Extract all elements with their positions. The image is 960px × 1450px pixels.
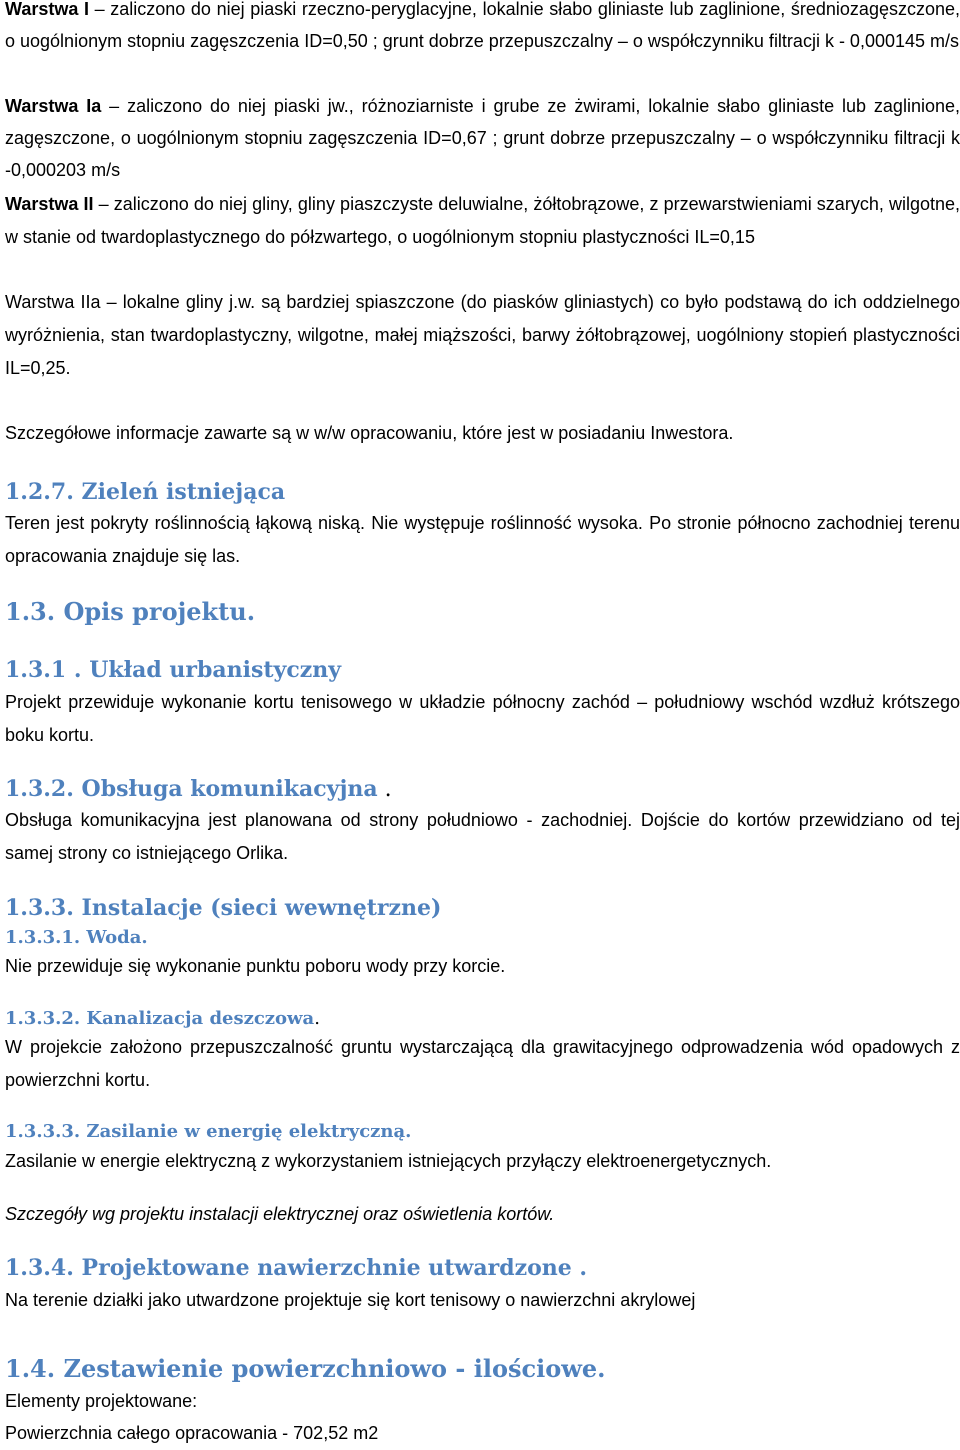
- heading-1-3-1: 1.3.1 . Układ urbanistyczny: [5, 657, 341, 683]
- heading-1-3-2-dot: .: [377, 777, 392, 802]
- paragraph-1-4-total: Powierzchnia całego opracowania - 702,52 m2: [5, 1423, 379, 1443]
- layer-1a-paragraph: [5, 90, 960, 186]
- heading-1-2-7: 1.2.7. Zieleń istniejąca: [5, 479, 286, 505]
- paragraph-1-3-3-3: Zasilanie w energie elektryczną z wykorzystaniem istniejących przyłączy elektroenergetycznych.: [5, 1151, 772, 1171]
- layer-2-paragraph: [5, 188, 960, 254]
- heading-1-3-2-title: 1.3.2. Obsługa komunikacyjna: [5, 776, 378, 802]
- paragraph-1-3-3-1: Nie przewiduje się wykonanie punktu poboru wody przy korcie.: [5, 956, 506, 976]
- heading-1-3-3-2-title: 1.3.3.2. Kanalizacja deszczowa: [5, 1008, 315, 1029]
- heading-1-3-3-2-dot: .: [314, 1008, 320, 1029]
- paragraph-1-3-2: Obsługa komunikacyjna jest planowana od strony południowo - zachodniej. Dojście do kortów przewidziano od tej samej strony co istniejącego Orlika.: [5, 810, 960, 863]
- info-paragraph: Szczegółowe informacje zawarte są w w/w opracowaniu, które jest w posiadaniu Inwestora.: [5, 423, 734, 443]
- layer-1a-text: – zaliczono do niej piaski jw., różnoziarniste i grube ze żwirami, lokalnie słabo gliniaste lub zaglinione, zagęszczone, o uogólnionym stopniu zagęszczenia ID=0,67 ; grunt dobrze przepuszczalny – o współczynniku filtracji k -0,000203 m/s: [5, 96, 960, 180]
- heading-1-3-3: 1.3.3. Instalacje (sieci wewnętrzne): [5, 895, 442, 921]
- paragraph-1-2-7: Teren jest pokryty roślinnością łąkową niską. Nie występuje roślinność wysoka. Po stronie północno zachodniej terenu opracowania znajduje się las.: [5, 513, 960, 566]
- paragraph-1-4-sub: Elementy projektowane:: [5, 1391, 198, 1411]
- heading-1-3-3-3: 1.3.3.3. Zasilanie w energię elektryczną.: [5, 1121, 412, 1142]
- layer-2-label: Warstwa II: [5, 194, 94, 214]
- heading-1-3-4: 1.3.4. Projektowane nawierzchnie utwardzone .: [5, 1255, 588, 1281]
- layer-1-paragraph: [5, 0, 960, 57]
- layer-1a-label: Warstwa Ia: [5, 96, 102, 116]
- heading-1-3-3-1: 1.3.3.1. Woda.: [5, 927, 148, 948]
- paragraph-1-3-4: Na terenie działki jako utwardzone projektuje się kort tenisowy o nawierzchni akrylowej: [5, 1290, 696, 1310]
- layer-1-label: Warstwa I: [5, 0, 89, 19]
- layer-2a-paragraph: Warstwa IIa – lokalne gliny j.w. są bardziej spiaszczone (do piasków gliniastych) co było podstawą do ich oddzielnego wyróżnienia, stan twardoplastyczny, wilgotne, małej miąższości, barwy żółtobrązowej, uogólniony stopień plastyczności IL=0,25.: [5, 292, 960, 378]
- heading-1-3-2: [5, 776, 392, 802]
- heading-1-4: 1.4. Zestawienie powierzchniowo - ilościowe.: [5, 1354, 606, 1383]
- heading-1-3-3-2: [5, 1008, 320, 1029]
- layer-2-text: – zaliczono do niej gliny, gliny piaszczyste deluwialne, żółtobrązowe, z przewarstwieniami szarych, wilgotne, w stanie od twardoplastycznego do półzwartego, o uogólnionym stopniu plastyczności IL=0,15: [5, 194, 960, 247]
- note-1-3-3-3: Szczegóły wg projektu instalacji elektrycznej oraz oświetlenia kortów.: [5, 1204, 555, 1224]
- paragraph-1-3-3-2: W projekcie założono przepuszczalność gruntu wystarczającą dla grawitacyjnego odprowadzenia wód opadowych z powierzchni kortu.: [5, 1037, 960, 1090]
- paragraph-1-3-1: Projekt przewiduje wykonanie kortu tenisowego w układzie północny zachód – południowy wschód wzdłuż krótszego boku kortu.: [5, 692, 960, 745]
- layer-1-text: – zaliczono do niej piaski rzeczno-peryglacyjne, lokalnie słabo gliniaste lub zaglinione, średniozagęszczone, o uogólnionym stopniu zagęszczenia ID=0,50 ; grunt dobrze przepuszczalny – o współczynniku filtracji k - 0,000145 m/s: [5, 0, 960, 51]
- heading-1-3: 1.3. Opis projektu.: [5, 597, 256, 626]
